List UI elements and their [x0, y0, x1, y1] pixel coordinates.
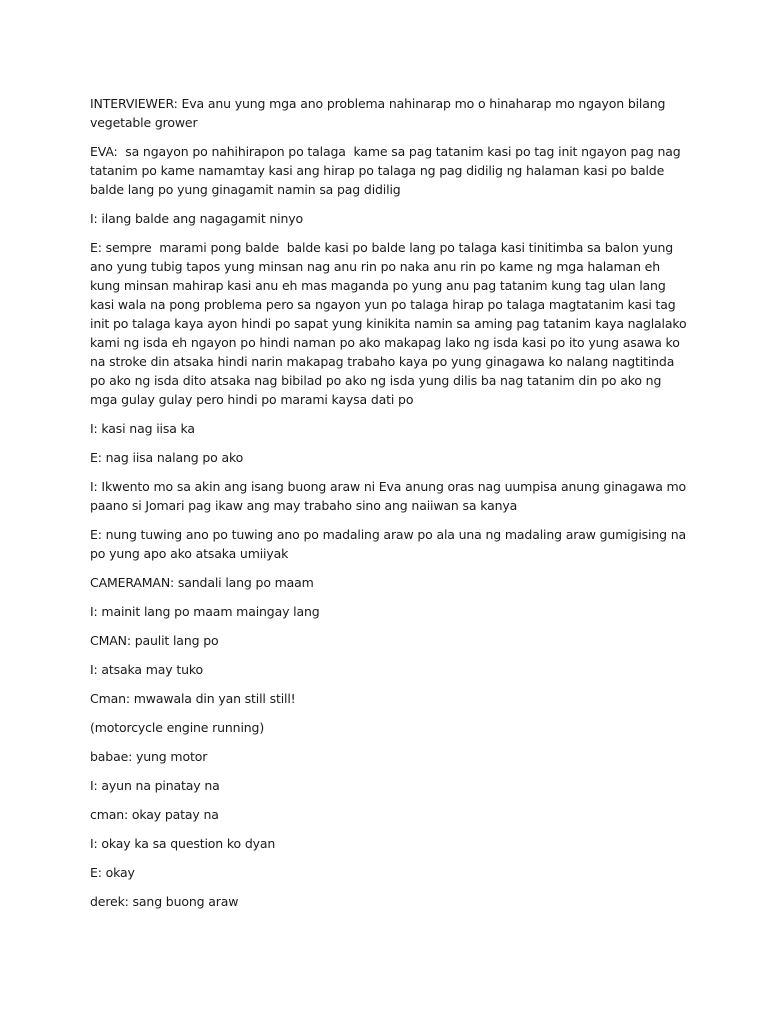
paragraph-interviewer-question-3: I: kasi nag iisa ka	[90, 421, 195, 436]
paragraph-interviewer-question-4: I: Ikwento mo sa akin ang isang buong araw ni Eva anung oras nag uumpisa anung ginagawa mo paano si Jomari pag ikaw ang may trabaho sino ang naiiwan sa kanya	[90, 479, 690, 513]
paragraph-interviewer-5: I: mainit lang po maam maingay lang	[90, 604, 320, 619]
paragraph-interviewer-6: I: atsaka may tuko	[90, 662, 204, 677]
paragraph-sound-note: (motorcycle engine running)	[90, 720, 265, 735]
paragraph-eva-answer-4: E: nung tuwing ano po tuwing ano po madaling araw po ala una ng madaling araw gumigising na po yung apo ako atsaka umiiyak	[90, 527, 690, 561]
paragraph-eva-answer-1: EVA: sa ngayon po nahihirapon po talaga kame sa pag tatanim kasi po tag init ngayon pag nag tatanim po kame namamtay kasi ang hirap po talaga ng pag didilig ng halaman kasi po balde balde lang po yung ginagamit namin sa pag didilig	[90, 144, 685, 197]
paragraph-cameraman-1: CAMERAMAN: sandali lang po maam	[90, 575, 314, 590]
paragraph-interviewer-question-2: I: ilang balde ang nagagamit ninyo	[90, 211, 304, 226]
paragraph-babae: babae: yung motor	[90, 749, 208, 764]
transcript-body	[90, 94, 690, 921]
paragraph-interviewer-question-1: INTERVIEWER: Eva anu yung mga ano problema nahinarap mo o hinaharap mo ngayon bilang vegetable grower	[90, 96, 670, 130]
paragraph-cman-2: Cman: mwawala din yan still still!	[90, 691, 296, 706]
paragraph-interviewer-8: I: okay ka sa question ko dyan	[90, 836, 276, 851]
paragraph-cman-1: CMAN: paulit lang po	[90, 633, 219, 648]
paragraph-derek: derek: sang buong araw	[90, 894, 239, 909]
paragraph-eva-answer-5: E: okay	[90, 865, 135, 880]
paragraph-cman-3: cman: okay patay na	[90, 807, 219, 822]
paragraph-eva-answer-3: E: nag iisa nalang po ako	[90, 450, 244, 465]
paragraph-eva-answer-2: E: sempre marami pong balde balde kasi po balde lang po talaga kasi tinitimba sa balon yung ano yung tubig tapos yung minsan nag anu rin po naka anu rin po kame ng mga halaman eh kung minsan mahirap kasi anu eh mas maganda po yung anu pag tatanim kung tag ulan lang kasi wala na pong problema pero sa ngayon yun po talaga hirap po talaga magtatanim kasi tag init po talaga kaya ayon hindi po sapat yung kinikita namin sa aming pag tatanim kaya naglalako kami ng isda eh ngayon po hindi naman po ako makapag lako ng isda kasi po ito yung asawa ko na stroke din atsaka hindi narin makapag trabaho kaya po yung ginagawa ko nalang nagtitinda po ako ng isda dito atsaka nag bibilad po ako ng isda yung dilis ba nag tatanim din po ako ng mga gulay gulay pero hindi po marami kaysa dati po	[90, 240, 691, 407]
paragraph-interviewer-7: I: ayun na pinatay na	[90, 778, 220, 793]
